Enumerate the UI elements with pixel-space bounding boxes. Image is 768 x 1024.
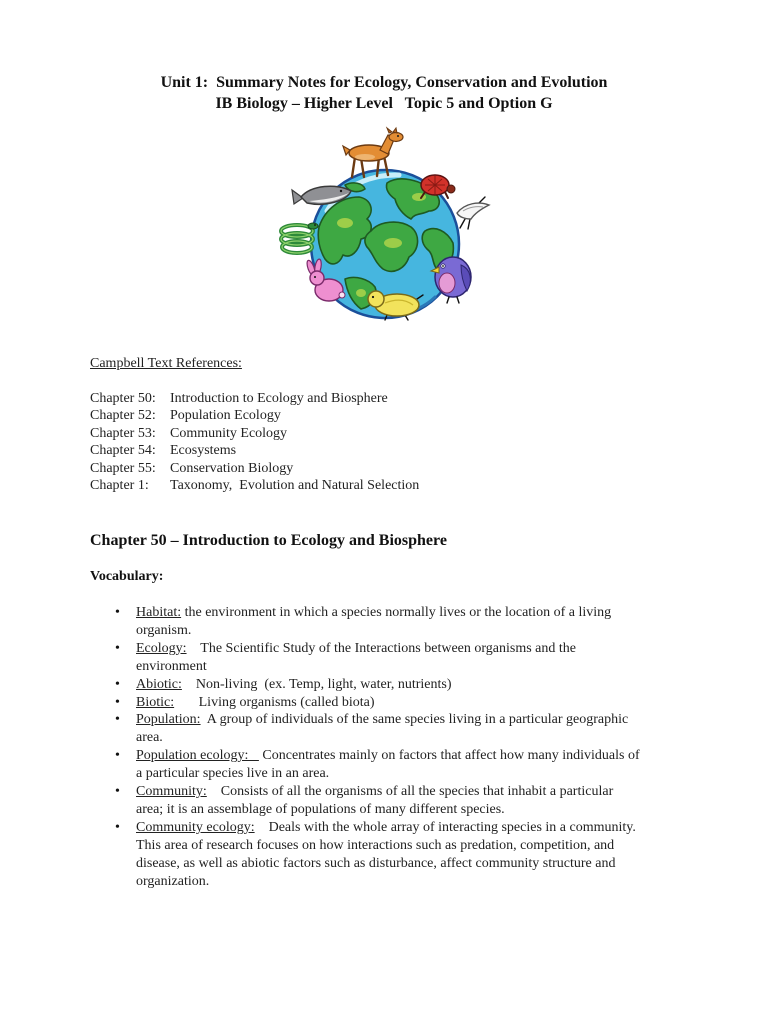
vocab-line xyxy=(136,676,706,694)
vocab-definition: area. xyxy=(136,730,163,746)
vocab-item-community-ecology xyxy=(115,819,706,891)
chapter-label: Chapter 55: xyxy=(90,460,156,476)
vocab-line xyxy=(136,604,706,622)
bullet-icon: • xyxy=(115,605,120,620)
chapter-topic: Taxonomy, Evolution and Natural Selection xyxy=(170,478,420,493)
vocab-item-population-ecology xyxy=(115,747,706,783)
vocab-term: Community: xyxy=(136,784,207,800)
chapter-label: Chapter 52: xyxy=(90,408,156,423)
vocab-definition: Consists of all the organisms of all the species that inhabit a particular xyxy=(206,784,614,800)
vocab-term: Abiotic: xyxy=(136,676,182,692)
chapter-label: Chapter 54: xyxy=(90,443,156,458)
title-line-1: Unit 1: Summary Notes for Ecology, Conservation and Evolution xyxy=(160,74,608,91)
chapter-topic: Ecosystems xyxy=(170,443,237,458)
vocab-definition: Non-living (ex. Temp, light, water, nutrients) xyxy=(181,676,452,692)
vocab-line xyxy=(136,640,706,658)
bullet-icon: • xyxy=(115,784,120,800)
globe-with-animals-icon xyxy=(275,127,491,321)
bullet-icon: • xyxy=(115,640,120,656)
chapter-label: Chapter 1: xyxy=(90,478,149,493)
bullet-icon: • xyxy=(115,748,120,764)
chapter-reference-item xyxy=(90,442,419,460)
chapter-reference-item xyxy=(90,425,419,443)
snake-figure xyxy=(281,223,318,253)
vocab-line xyxy=(136,694,706,712)
section-heading: Chapter 50 – Introduction to Ecology and Biosphere xyxy=(90,532,447,549)
chapter-label: Chapter 50: xyxy=(90,390,156,406)
chapter-topic: Conservation Biology xyxy=(170,460,294,476)
vocab-definition: environment xyxy=(136,658,207,674)
vocab-term: Habitat: xyxy=(136,605,182,620)
chapter-topic: Community Ecology xyxy=(170,425,288,441)
vocab-definition: the environment in which a species normally lives or the location of a living xyxy=(181,605,612,620)
chapter-reference-item xyxy=(90,477,419,495)
chapter-reference-item xyxy=(90,460,419,478)
vocab-line xyxy=(136,819,706,837)
vocab-term: Ecology: xyxy=(136,640,187,656)
vocab-definition: organism. xyxy=(136,622,192,638)
vocab-definition: A group of individuals of the same species living in a particular geographic xyxy=(200,712,629,728)
vocab-term: Biotic: xyxy=(136,694,175,710)
vocab-line xyxy=(136,711,706,729)
bullet-icon: • xyxy=(115,694,120,710)
bullet-icon: • xyxy=(115,712,120,728)
chapter-topic: Population Ecology xyxy=(170,408,281,423)
vocab-item-biotic xyxy=(115,694,706,712)
vocab-definition: This area of research focuses on how interactions such as predation, competition, and xyxy=(136,837,615,853)
chapter-reference-item xyxy=(90,390,419,408)
vocab-definition: Deals with the whole array of interacting species in a community. xyxy=(254,819,636,835)
vocab-line xyxy=(136,783,706,801)
vocab-item-habitat xyxy=(115,604,706,640)
vocab-definition: organization. xyxy=(136,873,210,889)
bullet-icon: • xyxy=(115,819,120,835)
vocabulary-list xyxy=(115,604,706,891)
document-title xyxy=(0,72,768,114)
chapter-references-list xyxy=(90,390,419,495)
vocab-item-abiotic xyxy=(115,676,706,694)
bullet-icon: • xyxy=(115,676,120,692)
chapter-topic: Introduction to Ecology and Biosphere xyxy=(170,390,388,406)
references-heading: Campbell Text References: xyxy=(90,356,242,371)
vocab-item-ecology xyxy=(115,640,706,676)
vocab-definition: Living organisms (called biota) xyxy=(174,694,375,710)
vocab-definition: area; it is an assemblage of populations of many different species. xyxy=(136,801,505,817)
chapter-label: Chapter 53: xyxy=(90,425,156,441)
vocab-term: Community ecology: xyxy=(136,819,255,835)
vocab-term: Population ecology: xyxy=(136,748,259,764)
white-bird-figure xyxy=(457,197,489,229)
vocab-definition: a particular species live in an area. xyxy=(136,766,330,782)
vocab-definition: disease, as well as abiotic factors such as disturbance, affect community structure and xyxy=(136,855,616,871)
vocabulary-label: Vocabulary: xyxy=(90,569,164,584)
vocab-item-community xyxy=(115,783,706,819)
vocab-line xyxy=(136,747,706,765)
vocab-definition: Concentrates mainly on factors that affect how many individuals of xyxy=(258,748,640,764)
vocab-definition: The Scientific Study of the Interactions between organisms and the xyxy=(186,640,576,656)
title-line-2: IB Biology – Higher Level Topic 5 and Option G xyxy=(215,95,553,112)
vocab-term: Population: xyxy=(136,712,201,728)
vocab-item-population xyxy=(115,711,706,747)
chapter-reference-item xyxy=(90,407,419,425)
